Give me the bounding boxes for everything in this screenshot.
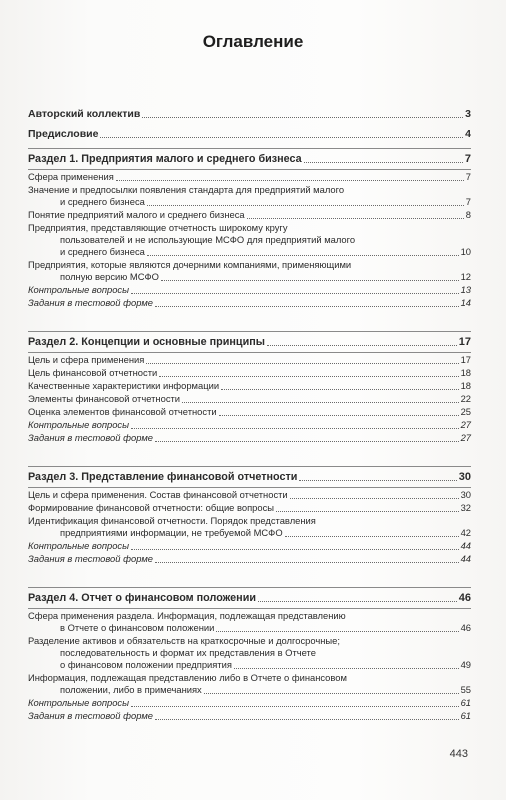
entry-title: Контрольные вопросы xyxy=(28,284,129,295)
page-ref: 30 xyxy=(460,489,471,500)
toc-entry-line xyxy=(28,610,471,622)
dot-leader xyxy=(304,162,463,163)
toc-entry-line xyxy=(28,222,471,234)
toc-entry-line[interactable] xyxy=(28,171,471,183)
entry-title: в Отчете о финансовом положении xyxy=(60,622,215,633)
page-ref: 17 xyxy=(458,336,471,348)
entry-title: Оценка элементов финансовой отчетности xyxy=(28,406,217,417)
dot-leader xyxy=(146,363,458,364)
entry-title: Сфера применения раздела. Информация, подлежащая представлению xyxy=(28,610,346,621)
toc-entry-line xyxy=(28,672,471,684)
page-ref: 7 xyxy=(464,153,471,165)
entry-title: Задания в тестовой форме xyxy=(28,297,153,308)
toc-entry-line xyxy=(28,184,471,196)
page-ref: 8 xyxy=(465,209,471,220)
toc-section-heading[interactable] xyxy=(28,336,471,348)
page-ref: 7 xyxy=(465,196,471,207)
toc-entry-line xyxy=(28,246,471,258)
dot-leader xyxy=(147,255,459,256)
entry-title: Авторский коллектив xyxy=(28,108,141,120)
dot-leader xyxy=(161,280,459,281)
entry-title: последовательность и формат их представления в Отчете xyxy=(60,647,316,658)
dot-leader xyxy=(155,306,459,307)
dot-leader xyxy=(131,293,459,294)
entry-title: положении, либо в примечаниях xyxy=(60,684,202,695)
dot-leader xyxy=(234,668,459,669)
dot-leader xyxy=(204,693,459,694)
toc-entry[interactable] xyxy=(28,297,471,309)
dot-leader xyxy=(142,117,463,118)
toc-entry[interactable] xyxy=(28,222,471,258)
section-divider xyxy=(28,148,471,149)
page-ref: 61 xyxy=(460,697,471,708)
entry-title: Задания в тестовой форме xyxy=(28,710,153,721)
dot-leader xyxy=(155,562,459,563)
toc-entry-line xyxy=(28,659,471,671)
page-ref: 46 xyxy=(458,592,471,604)
toc-entry-line xyxy=(28,684,471,696)
dot-leader xyxy=(258,601,457,602)
toc-entry[interactable] xyxy=(28,432,471,444)
toc-entry-line[interactable] xyxy=(28,419,471,431)
dot-leader xyxy=(116,180,464,181)
page-ref: 25 xyxy=(460,406,471,417)
page-ref: 30 xyxy=(458,471,471,483)
page-ref: 32 xyxy=(460,502,471,513)
dot-leader xyxy=(276,511,459,512)
table-of-contents xyxy=(28,100,471,736)
page-ref: 46 xyxy=(460,622,471,633)
toc-entry-line[interactable] xyxy=(28,540,471,552)
dot-leader xyxy=(247,218,464,219)
toc-entry-line[interactable] xyxy=(28,697,471,709)
toc-entry-line xyxy=(28,527,471,539)
toc-entry[interactable] xyxy=(28,209,471,221)
entry-title: Предприятия, которые являются дочерними компаниями, применяющими xyxy=(28,259,352,270)
toc-entry[interactable] xyxy=(28,259,471,283)
toc-entry-line[interactable] xyxy=(28,297,471,309)
toc-entry-line[interactable] xyxy=(28,284,471,296)
section-divider xyxy=(28,466,471,467)
page-ref: 13 xyxy=(460,284,471,295)
entry-title: Раздел 3. Представление финансовой отчетности xyxy=(28,471,298,483)
toc-entry-line[interactable] xyxy=(28,354,471,366)
entry-title: Информация, подлежащая представлению либо в Отчете о финансовом xyxy=(28,672,347,683)
toc-entry[interactable] xyxy=(28,171,471,183)
toc-entry-line xyxy=(28,196,471,208)
page-ref: 14 xyxy=(460,297,471,308)
toc-entry[interactable] xyxy=(28,184,471,208)
entry-title: Элементы финансовой отчетности xyxy=(28,393,181,404)
toc-entry-line xyxy=(28,622,471,634)
page-ref: 49 xyxy=(460,659,471,670)
dot-leader xyxy=(216,631,458,632)
toc-entry[interactable] xyxy=(28,710,471,722)
toc-entry-line xyxy=(28,647,471,659)
dot-leader xyxy=(155,441,459,442)
page-ref: 17 xyxy=(460,354,471,365)
toc-entry[interactable] xyxy=(28,284,471,296)
toc-entry[interactable] xyxy=(28,515,471,539)
toc-section-heading[interactable] xyxy=(28,592,471,604)
page-ref: 22 xyxy=(460,393,471,404)
dot-leader xyxy=(219,415,459,416)
toc-entry[interactable] xyxy=(28,672,471,696)
entry-title: Сфера применения xyxy=(28,171,114,182)
dot-leader xyxy=(131,706,459,707)
page-ref: 42 xyxy=(460,527,471,538)
toc-entry-line[interactable] xyxy=(28,367,471,379)
dot-leader xyxy=(131,549,459,550)
toc-entry[interactable] xyxy=(28,610,471,634)
toc-entry[interactable] xyxy=(28,540,471,552)
entry-title: Контрольные вопросы xyxy=(28,419,129,430)
toc-entry[interactable] xyxy=(28,502,471,514)
entry-title: Понятие предприятий малого и среднего бизнеса xyxy=(28,209,245,220)
toc-entry-line[interactable] xyxy=(28,432,471,444)
toc-entry-line[interactable] xyxy=(28,209,471,221)
toc-entry[interactable] xyxy=(28,635,471,671)
dot-leader xyxy=(155,719,459,720)
entry-title: полную версию МСФО xyxy=(60,271,159,282)
toc-entry-line xyxy=(28,271,471,283)
entry-title: Раздел 2. Концепции и основные принципы xyxy=(28,336,265,348)
toc-section-heading[interactable] xyxy=(28,471,471,483)
toc-entry[interactable] xyxy=(28,697,471,709)
page-ref: 18 xyxy=(460,380,471,391)
toc-entry-line[interactable] xyxy=(28,502,471,514)
entry-title: Цель финансовой отчетности xyxy=(28,367,158,378)
entry-title: предприятиями информации, не требуемой МСФО xyxy=(60,527,283,538)
dot-leader xyxy=(299,480,456,481)
section-divider xyxy=(28,331,471,332)
toc-entry-line[interactable] xyxy=(28,380,471,392)
entry-title: и среднего бизнеса xyxy=(60,246,145,257)
toc-entry-line[interactable] xyxy=(28,393,471,405)
toc-entry[interactable] xyxy=(28,553,471,565)
dot-leader xyxy=(290,498,459,499)
entry-title: Значение и предпосылки появления стандарта для предприятий малого xyxy=(28,184,345,195)
toc-entry[interactable] xyxy=(28,419,471,431)
entry-title: Раздел 1. Предприятия малого и среднего бизнеса xyxy=(28,153,302,165)
toc-entry[interactable] xyxy=(28,393,471,405)
toc-entry-line xyxy=(28,515,471,527)
page-title: Оглавление xyxy=(202,32,304,51)
entry-title: и среднего бизнеса xyxy=(60,196,145,207)
page-ref: 44 xyxy=(460,553,471,564)
page-ref: 3 xyxy=(465,108,471,120)
page-ref: 27 xyxy=(460,419,471,430)
page-ref: 61 xyxy=(460,710,471,721)
page-ref: 44 xyxy=(460,540,471,551)
dot-leader xyxy=(267,345,457,346)
toc-top-entry[interactable] xyxy=(28,108,471,120)
section-divider xyxy=(28,352,471,353)
entry-title: Качественные характеристики информации xyxy=(28,380,220,391)
page-ref: 18 xyxy=(460,367,471,378)
entry-title: Контрольные вопросы xyxy=(28,697,129,708)
toc-top-entry[interactable] xyxy=(28,128,471,140)
page-number: 443 xyxy=(449,748,468,760)
toc-entry[interactable] xyxy=(28,380,471,392)
entry-title: Цель и сфера применения xyxy=(28,354,145,365)
page-ref: 7 xyxy=(465,171,471,182)
entry-title: Идентификация финансовой отчетности. Порядок представления xyxy=(28,515,316,526)
dot-leader xyxy=(100,137,463,138)
toc-entry-line[interactable] xyxy=(28,710,471,722)
toc-entry-line xyxy=(28,635,471,647)
entry-title: Цель и сфера применения. Состав финансовой отчетности xyxy=(28,489,288,500)
toc-entry-line xyxy=(28,259,471,271)
toc-entry[interactable] xyxy=(28,489,471,501)
toc-entry-line[interactable] xyxy=(28,553,471,565)
dot-leader xyxy=(285,536,459,537)
entry-title: Контрольные вопросы xyxy=(28,540,129,551)
section-divider xyxy=(28,169,471,170)
entry-title: о финансовом положении предприятия xyxy=(60,659,232,670)
toc-entry-line[interactable] xyxy=(28,489,471,501)
page-ref: 12 xyxy=(460,271,471,282)
dot-leader xyxy=(182,402,459,403)
toc-entry[interactable] xyxy=(28,354,471,366)
entry-title: Формирование финансовой отчетности: общие вопросы xyxy=(28,502,275,513)
section-divider xyxy=(28,487,471,488)
dot-leader xyxy=(159,376,458,377)
entry-title: пользователей и не использующие МСФО для предприятий малого xyxy=(60,234,356,245)
entry-title: Задания в тестовой форме xyxy=(28,432,153,443)
section-divider xyxy=(28,608,471,609)
toc-section-heading[interactable] xyxy=(28,153,471,165)
section-divider xyxy=(28,587,471,588)
dot-leader xyxy=(221,389,459,390)
entry-title: Предприятия, представляющие отчетность широкому кругу xyxy=(28,222,288,233)
entry-title: Предисловие xyxy=(28,128,99,140)
dot-leader xyxy=(147,205,464,206)
entry-title: Разделение активов и обязательств на краткосрочные и долгосрочные; xyxy=(28,635,340,646)
page-ref: 27 xyxy=(460,432,471,443)
toc-entry[interactable] xyxy=(28,367,471,379)
toc-entry-line[interactable] xyxy=(28,406,471,418)
toc-entry-line xyxy=(28,234,471,246)
page-ref: 55 xyxy=(460,684,471,695)
page-ref: 10 xyxy=(460,246,471,257)
entry-title: Раздел 4. Отчет о финансовом положении xyxy=(28,592,256,604)
entry-title: Задания в тестовой форме xyxy=(28,553,153,564)
toc-entry[interactable] xyxy=(28,406,471,418)
page-ref: 4 xyxy=(465,128,471,140)
dot-leader xyxy=(131,428,459,429)
